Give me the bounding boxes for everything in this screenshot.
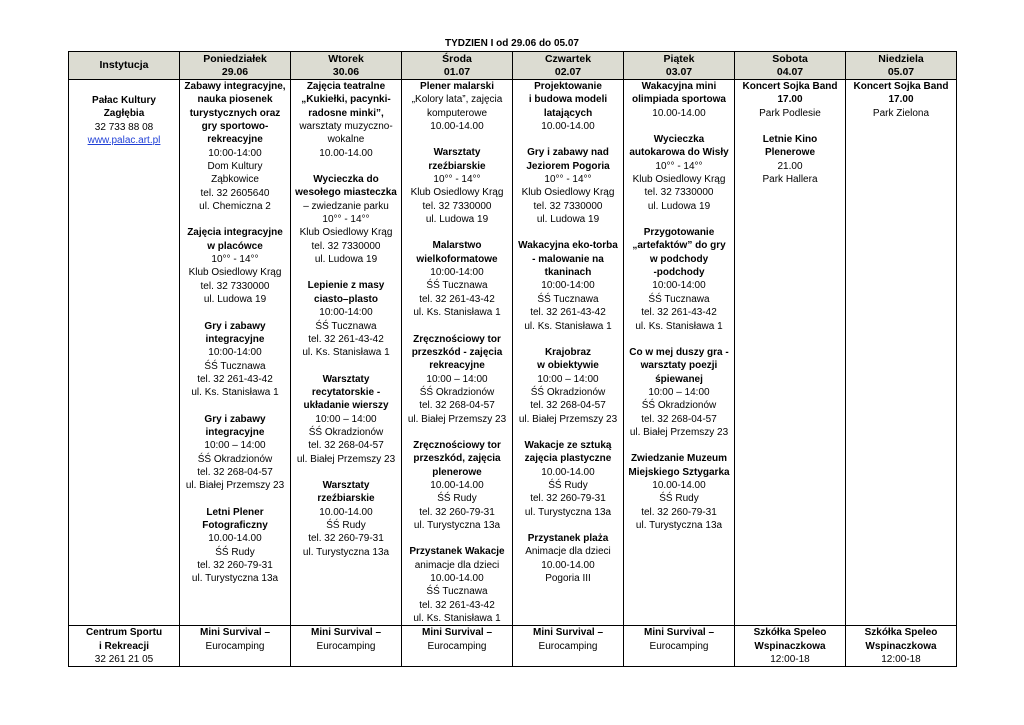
event-entry (514, 532, 622, 585)
table-row (69, 80, 957, 626)
event-title: Koncert Sojka Band (853, 81, 949, 92)
event-detail: tel. 32 260-79-31 (308, 533, 384, 545)
event-detail: 10.00-14.00 (652, 479, 706, 491)
event-title: w podchody (649, 253, 709, 265)
cell-wtorek (291, 626, 402, 667)
event-title: Co w mej duszy gra - (629, 346, 729, 358)
col-header-poniedzialek: Poniedziałek 29.06 (180, 52, 291, 80)
event-detail: ŚŚ Tucznawa (537, 293, 599, 305)
cell-piatek (624, 626, 735, 667)
event-detail: 10:00-14:00 (208, 347, 262, 359)
event-detail: ŚŚ Okradzionów (641, 400, 717, 412)
event-detail: ul. Ludowa 19 (425, 214, 489, 226)
event-detail: Park Zielona (872, 107, 930, 119)
event-entry (514, 346, 622, 426)
event-detail: Eurocamping (538, 640, 598, 652)
event-title: Wycieczka (653, 134, 705, 146)
event-entry (514, 626, 622, 653)
event-detail: ŚŚ Rudy (548, 479, 588, 491)
event-detail: ul. Chemiczna 2 (199, 201, 271, 213)
event-detail: ŚŚ Rudy (437, 493, 477, 505)
schedule-title: TYDZIEN I od 29.06 do 05.07 (445, 38, 579, 49)
event-entry (514, 146, 622, 226)
event-title: Wakacyjna eko-torba (518, 240, 618, 252)
event-detail: Eurocamping (316, 640, 376, 652)
event-detail: 10.00-14.00 (541, 466, 595, 478)
event-detail: radosne minki”, (308, 107, 384, 119)
event-detail: ŚŚ Tucznawa (204, 360, 266, 372)
event-title: Koncert Sojka Band (742, 81, 838, 92)
event-title: Zabawy integracyjne, (184, 81, 286, 92)
event-detail: tel. 32 7330000 (533, 200, 603, 212)
event-detail: ul. Ks. Stanisława 1 (302, 347, 390, 359)
event-detail: ŚŚ Okradzionów (197, 453, 273, 465)
event-entry (181, 413, 289, 493)
event-detail: ul. Ks. Stanisława 1 (524, 320, 612, 332)
event-detail: 10:00 – 14:00 (315, 413, 377, 425)
event-detail: tel. 32 7330000 (200, 280, 270, 292)
cell-niedziela (846, 626, 957, 667)
event-title: Warsztaty (433, 147, 481, 159)
event-detail: ul. Turystyczna 13a (191, 573, 279, 585)
event-detail: tel. 32 268-04-57 (641, 413, 717, 425)
event-detail: Eurocamping (427, 640, 487, 652)
event-title: integracyjne (205, 426, 265, 438)
event-detail: warsztaty muzyczno- (299, 121, 393, 133)
event-title: Zajęcia teatralne (306, 81, 386, 92)
event-detail: 10.00-14.00 (208, 533, 262, 545)
event-detail: „Kolory lata”, zajęcia (411, 94, 503, 106)
event-entry (625, 226, 733, 333)
event-detail: ŚŚ Rudy (215, 546, 255, 558)
col-header-niedziela: Niedziela 05.07 (846, 52, 957, 80)
event-title: Lepienie z masy (307, 280, 385, 292)
event-title: rekreacyjne (207, 134, 263, 146)
event-title: Mini Survival – (643, 627, 715, 639)
event-detail: tel. 32 261-43-42 (641, 307, 717, 319)
event-entry (403, 545, 511, 625)
event-detail: Dom Kultury (207, 161, 263, 173)
event-title: autokarowa do Wisły (629, 147, 729, 159)
header-row (69, 52, 957, 80)
institution-name: Zagłębia (103, 108, 145, 120)
event-detail: ul. Ludowa 19 (647, 200, 711, 212)
event-detail: 10:00-14:00 (430, 267, 484, 279)
event-detail: tel. 32 260-79-31 (530, 493, 606, 505)
event-entry (292, 173, 400, 266)
event-entry (292, 80, 400, 160)
event-detail: 10°° - 14°° (433, 174, 481, 186)
event-detail: ul. Ks. Stanisława 1 (191, 387, 279, 399)
event-detail: Ząbkowice (211, 174, 259, 186)
event-detail: ŚŚ Tucznawa (426, 586, 488, 598)
event-detail: 10:00 – 14:00 (537, 373, 599, 385)
event-title: -podchody (653, 267, 705, 279)
cell-czwartek (513, 626, 624, 667)
event-detail: 10.00-14.00 (430, 121, 484, 133)
event-entry (403, 626, 511, 653)
event-entry (403, 239, 511, 319)
event-entry (625, 626, 733, 653)
event-entry (181, 226, 289, 306)
event-entry (181, 80, 289, 213)
event-entry (736, 133, 844, 186)
event-title: Mini Survival – (532, 627, 604, 639)
event-title: Malarstwo (432, 240, 482, 252)
event-entry (625, 452, 733, 532)
event-title: Wakacyjna mini (641, 81, 717, 92)
event-title: Wycieczka do (313, 174, 379, 186)
event-title: Przygotowanie (643, 227, 715, 239)
event-detail: tel. 32 268-04-57 (419, 400, 495, 412)
event-title: Wakacje ze sztuką (524, 439, 612, 451)
event-detail: tel. 32 261-43-42 (530, 307, 606, 319)
event-title: zajęcia plastyczne (524, 453, 612, 465)
cell-sobota (735, 80, 846, 626)
event-detail: tel. 32 268-04-57 (197, 466, 273, 478)
event-title: Letni Plener (206, 506, 264, 518)
institution-phone: 32 733 88 08 (94, 121, 154, 133)
event-title: Gry i zabawy (204, 413, 266, 425)
col-header-wtorek: Wtorek 30.06 (291, 52, 402, 80)
event-detail: Animacje dla dzieci (525, 546, 611, 558)
event-detail: ul. Ludowa 19 (536, 214, 600, 226)
event-detail: 12:00-18 (770, 654, 810, 666)
event-detail: ul. Białej Przemszy 23 (629, 426, 729, 438)
event-detail: tel. 32 261-43-42 (197, 373, 273, 385)
event-title: rzeźbiarskie (317, 493, 375, 505)
event-title: w obiektywie (537, 360, 599, 372)
event-title: plenerowe (432, 466, 482, 478)
event-detail: ul. Ludowa 19 (203, 294, 267, 306)
event-entry (847, 80, 955, 120)
event-detail: tel. 32 268-04-57 (308, 440, 384, 452)
event-detail: 10.00-14.00 (652, 107, 706, 119)
event-detail: Klub Osiedlowy Krąg (521, 187, 615, 199)
event-detail: Klub Osiedlowy Krąg (410, 187, 504, 199)
event-title: i budowa modeli (528, 94, 608, 106)
cell-niedziela (846, 80, 957, 626)
event-detail: 10°° - 14°° (544, 174, 592, 186)
event-title: „artefaktów” do gry (632, 240, 726, 252)
event-entry (292, 373, 400, 466)
event-detail: tel. 32 260-79-31 (419, 506, 495, 518)
event-detail: Klub Osiedlowy Krąg (299, 227, 393, 239)
event-detail: ul. Turystyczna 13a (635, 519, 723, 531)
event-entry (514, 439, 622, 519)
event-detail: 10°° - 14°° (322, 214, 370, 226)
institution-website-link[interactable]: www.palac.art.pl (87, 135, 161, 147)
event-detail: 21.00 (777, 160, 803, 172)
event-detail: 10°° - 14°° (655, 160, 703, 172)
event-detail: 10:00-14:00 (652, 280, 706, 292)
event-entry (514, 239, 622, 332)
event-entry (736, 80, 844, 120)
event-detail: tel. 32 7330000 (422, 200, 492, 212)
event-title: Zręcznościowy tor (413, 333, 501, 345)
event-title: Szkółka Speleo (864, 627, 938, 639)
event-detail: „Kukiełki, pacynki- (301, 94, 391, 106)
event-title: wesołego miasteczka (295, 187, 397, 199)
institution-name: Centrum Sportu (85, 627, 163, 639)
event-detail: 10.00-14.00 (430, 479, 484, 491)
event-title: 17.00 (777, 94, 803, 106)
event-detail: tel. 32 260-79-31 (641, 506, 717, 518)
event-title: Gry i zabawy nad (527, 147, 609, 159)
event-detail: tel. 32 7330000 (644, 187, 714, 199)
event-detail: Park Hallera (762, 174, 818, 186)
event-title: Projektowanie (534, 81, 602, 92)
event-title: Letnie Kino (762, 134, 818, 146)
event-title: przeszkód - zajęcia (411, 346, 503, 358)
event-title: Wspinaczkowa (754, 640, 826, 652)
event-title: Zajęcia integracyjne (187, 227, 283, 239)
cell-sobota (735, 626, 846, 667)
event-detail: Pogoria III (545, 573, 591, 584)
event-entry (847, 626, 955, 666)
event-title: Krajobraz (544, 346, 592, 358)
event-entry (292, 626, 400, 653)
event-title: tkaninach (544, 267, 592, 279)
event-detail: 10.00-14.00 (541, 121, 595, 133)
event-title: Przystanek Wakacje (409, 546, 505, 558)
event-detail: Klub Osiedlowy Krąg (188, 267, 282, 279)
event-detail: 10:00 – 14:00 (648, 386, 710, 398)
event-detail: tel. 32 7330000 (311, 240, 381, 252)
event-entry (736, 626, 844, 666)
event-entry (403, 80, 511, 133)
event-detail: 10°° - 14°° (211, 254, 259, 266)
event-detail: ŚŚ Tucznawa (315, 320, 377, 332)
event-detail: ul. Białej Przemszy 23 (296, 453, 396, 465)
event-detail: tel. 32 268-04-57 (530, 400, 606, 412)
cell-czwartek (513, 80, 624, 626)
event-entry (181, 506, 289, 586)
event-detail: 10:00-14:00 (541, 280, 595, 292)
event-detail: 10:00 – 14:00 (426, 373, 488, 385)
event-detail: ŚŚ Rudy (659, 493, 699, 505)
event-title: Mini Survival – (310, 627, 382, 639)
event-title: turystycznych oraz (189, 107, 281, 119)
event-detail: 10.00-14.00 (430, 573, 484, 584)
event-detail: tel. 32 260-79-31 (197, 560, 273, 571)
cell-wtorek (291, 80, 402, 626)
col-header-sobota: Sobota 04.07 (735, 52, 846, 80)
cell-piatek (624, 80, 735, 626)
event-title: recytatorskie - (311, 386, 381, 398)
event-title: Mini Survival – (199, 627, 271, 639)
col-header-instytucja: Instytucja (69, 52, 180, 80)
event-detail: wokalne (327, 134, 365, 146)
event-detail: tel. 32 261-43-42 (308, 333, 384, 345)
event-title: Mini Survival – (421, 627, 493, 639)
event-detail: ul. Białej Przemszy 23 (518, 413, 618, 425)
institution-name: i Rekreacji (98, 640, 150, 652)
event-detail: 12:00-18 (881, 654, 921, 666)
event-title: integracyjne (205, 333, 265, 345)
event-detail: ŚŚ Okradzionów (419, 386, 495, 398)
cell-poniedzialek (180, 626, 291, 667)
event-entry (181, 626, 289, 653)
schedule-table (68, 51, 957, 667)
institution-phone: 32 261 21 05 (94, 654, 154, 666)
event-entry (625, 346, 733, 439)
event-entry (403, 333, 511, 426)
event-entry (403, 146, 511, 226)
event-title: Szkółka Speleo (753, 627, 827, 639)
event-title: w placówce (207, 240, 263, 252)
event-detail: ŚŚ Tucznawa (426, 280, 488, 292)
event-detail: 10.00-14.00 (319, 147, 373, 159)
event-detail: Klub Osiedlowy Krąg (632, 174, 726, 186)
event-detail: ŚŚ Tucznawa (648, 293, 710, 305)
event-title: 17.00 (888, 94, 914, 106)
institution-cell (69, 626, 180, 667)
event-detail: Park Podlesie (759, 107, 821, 119)
event-title: rekreacyjne (429, 360, 485, 372)
event-title: Zwiedzanie Muzeum (630, 453, 728, 465)
event-entry (292, 479, 400, 559)
event-entry (292, 279, 400, 359)
cell-poniedzialek (180, 80, 291, 626)
event-title: wielkoformatowe (416, 253, 498, 265)
event-title: olimpiada sportowa (632, 94, 726, 106)
event-title: Przystanek plaża (527, 532, 609, 544)
event-detail: komputerowe (426, 107, 488, 119)
event-detail: ul. Białej Przemszy 23 (185, 480, 285, 492)
event-detail: animacje dla dzieci (414, 559, 500, 571)
institution-name: Pałac Kultury (92, 95, 156, 106)
event-title: Gry i zabawy (204, 320, 266, 332)
event-entry (403, 439, 511, 532)
col-header-piatek: Piątek 03.07 (624, 52, 735, 80)
event-title: warsztaty poezji (640, 360, 718, 372)
event-title: Warsztaty (322, 373, 370, 385)
col-header-sroda: Środa 01.07 (402, 52, 513, 80)
event-detail: tel. 32 261-43-42 (419, 599, 495, 611)
institution-cell (69, 80, 180, 626)
event-title: - malowanie na (532, 253, 604, 265)
event-detail: ul. Turystyczna 13a (413, 519, 501, 531)
col-header-czwartek: Czwartek 02.07 (513, 52, 624, 80)
cell-sroda (402, 626, 513, 667)
event-detail: tel. 32 2605640 (200, 187, 270, 199)
event-detail: 10:00-14:00 (319, 307, 373, 319)
event-detail: tel. 32 261-43-42 (419, 293, 495, 305)
event-detail: ul. Białej Przemszy 23 (407, 413, 507, 425)
event-title: układanie wierszy (303, 400, 389, 412)
cell-sroda (402, 80, 513, 626)
event-detail: Eurocamping (649, 640, 709, 652)
event-detail: ŚŚ Okradzionów (530, 386, 606, 398)
event-detail: ul. Ks. Stanisława 1 (413, 613, 501, 625)
event-detail: ŚŚ Okradzionów (308, 426, 384, 438)
event-entry (625, 80, 733, 120)
event-title: nauka piosenek (197, 94, 273, 106)
event-title: latających (543, 107, 593, 119)
event-title: Plenerowe (764, 147, 816, 159)
event-detail: – zwiedzanie parku (303, 200, 389, 212)
event-entry (181, 320, 289, 400)
event-title: Zręcznościowy tor (413, 439, 501, 451)
event-title: Fotograficzny (202, 519, 268, 531)
event-detail: 10:00-14:00 (208, 147, 262, 159)
event-entry (514, 80, 622, 133)
event-entry (625, 133, 733, 213)
event-detail: ul. Turystyczna 13a (524, 506, 612, 518)
table-row (69, 626, 957, 667)
event-title: przeszkód, zajęcia (413, 453, 501, 465)
event-title: ciasto–plasto (314, 293, 378, 305)
event-title: Wspinaczkowa (865, 640, 937, 652)
event-title: gry sportowo- (201, 121, 269, 133)
event-detail: Eurocamping (205, 640, 265, 652)
event-title: rzeźbiarskie (428, 160, 486, 172)
event-detail: 10.00-14.00 (319, 506, 373, 518)
event-detail: ul. Ludowa 19 (314, 254, 378, 266)
event-title: śpiewanej (655, 373, 703, 385)
event-title: Plener malarski (420, 81, 494, 92)
event-detail: ul. Ks. Stanisława 1 (635, 320, 723, 332)
event-detail: ul. Turystyczna 13a (302, 546, 390, 558)
event-title: Jeziorem Pogoria (526, 160, 610, 172)
event-detail: 10.00-14.00 (541, 559, 595, 571)
event-detail: ul. Ks. Stanisława 1 (413, 307, 501, 319)
event-detail: 10:00 – 14:00 (204, 440, 266, 452)
event-detail: ŚŚ Rudy (326, 519, 366, 531)
event-title: Warsztaty (322, 479, 370, 491)
event-title: Miejskiego Sztygarka (628, 466, 730, 478)
